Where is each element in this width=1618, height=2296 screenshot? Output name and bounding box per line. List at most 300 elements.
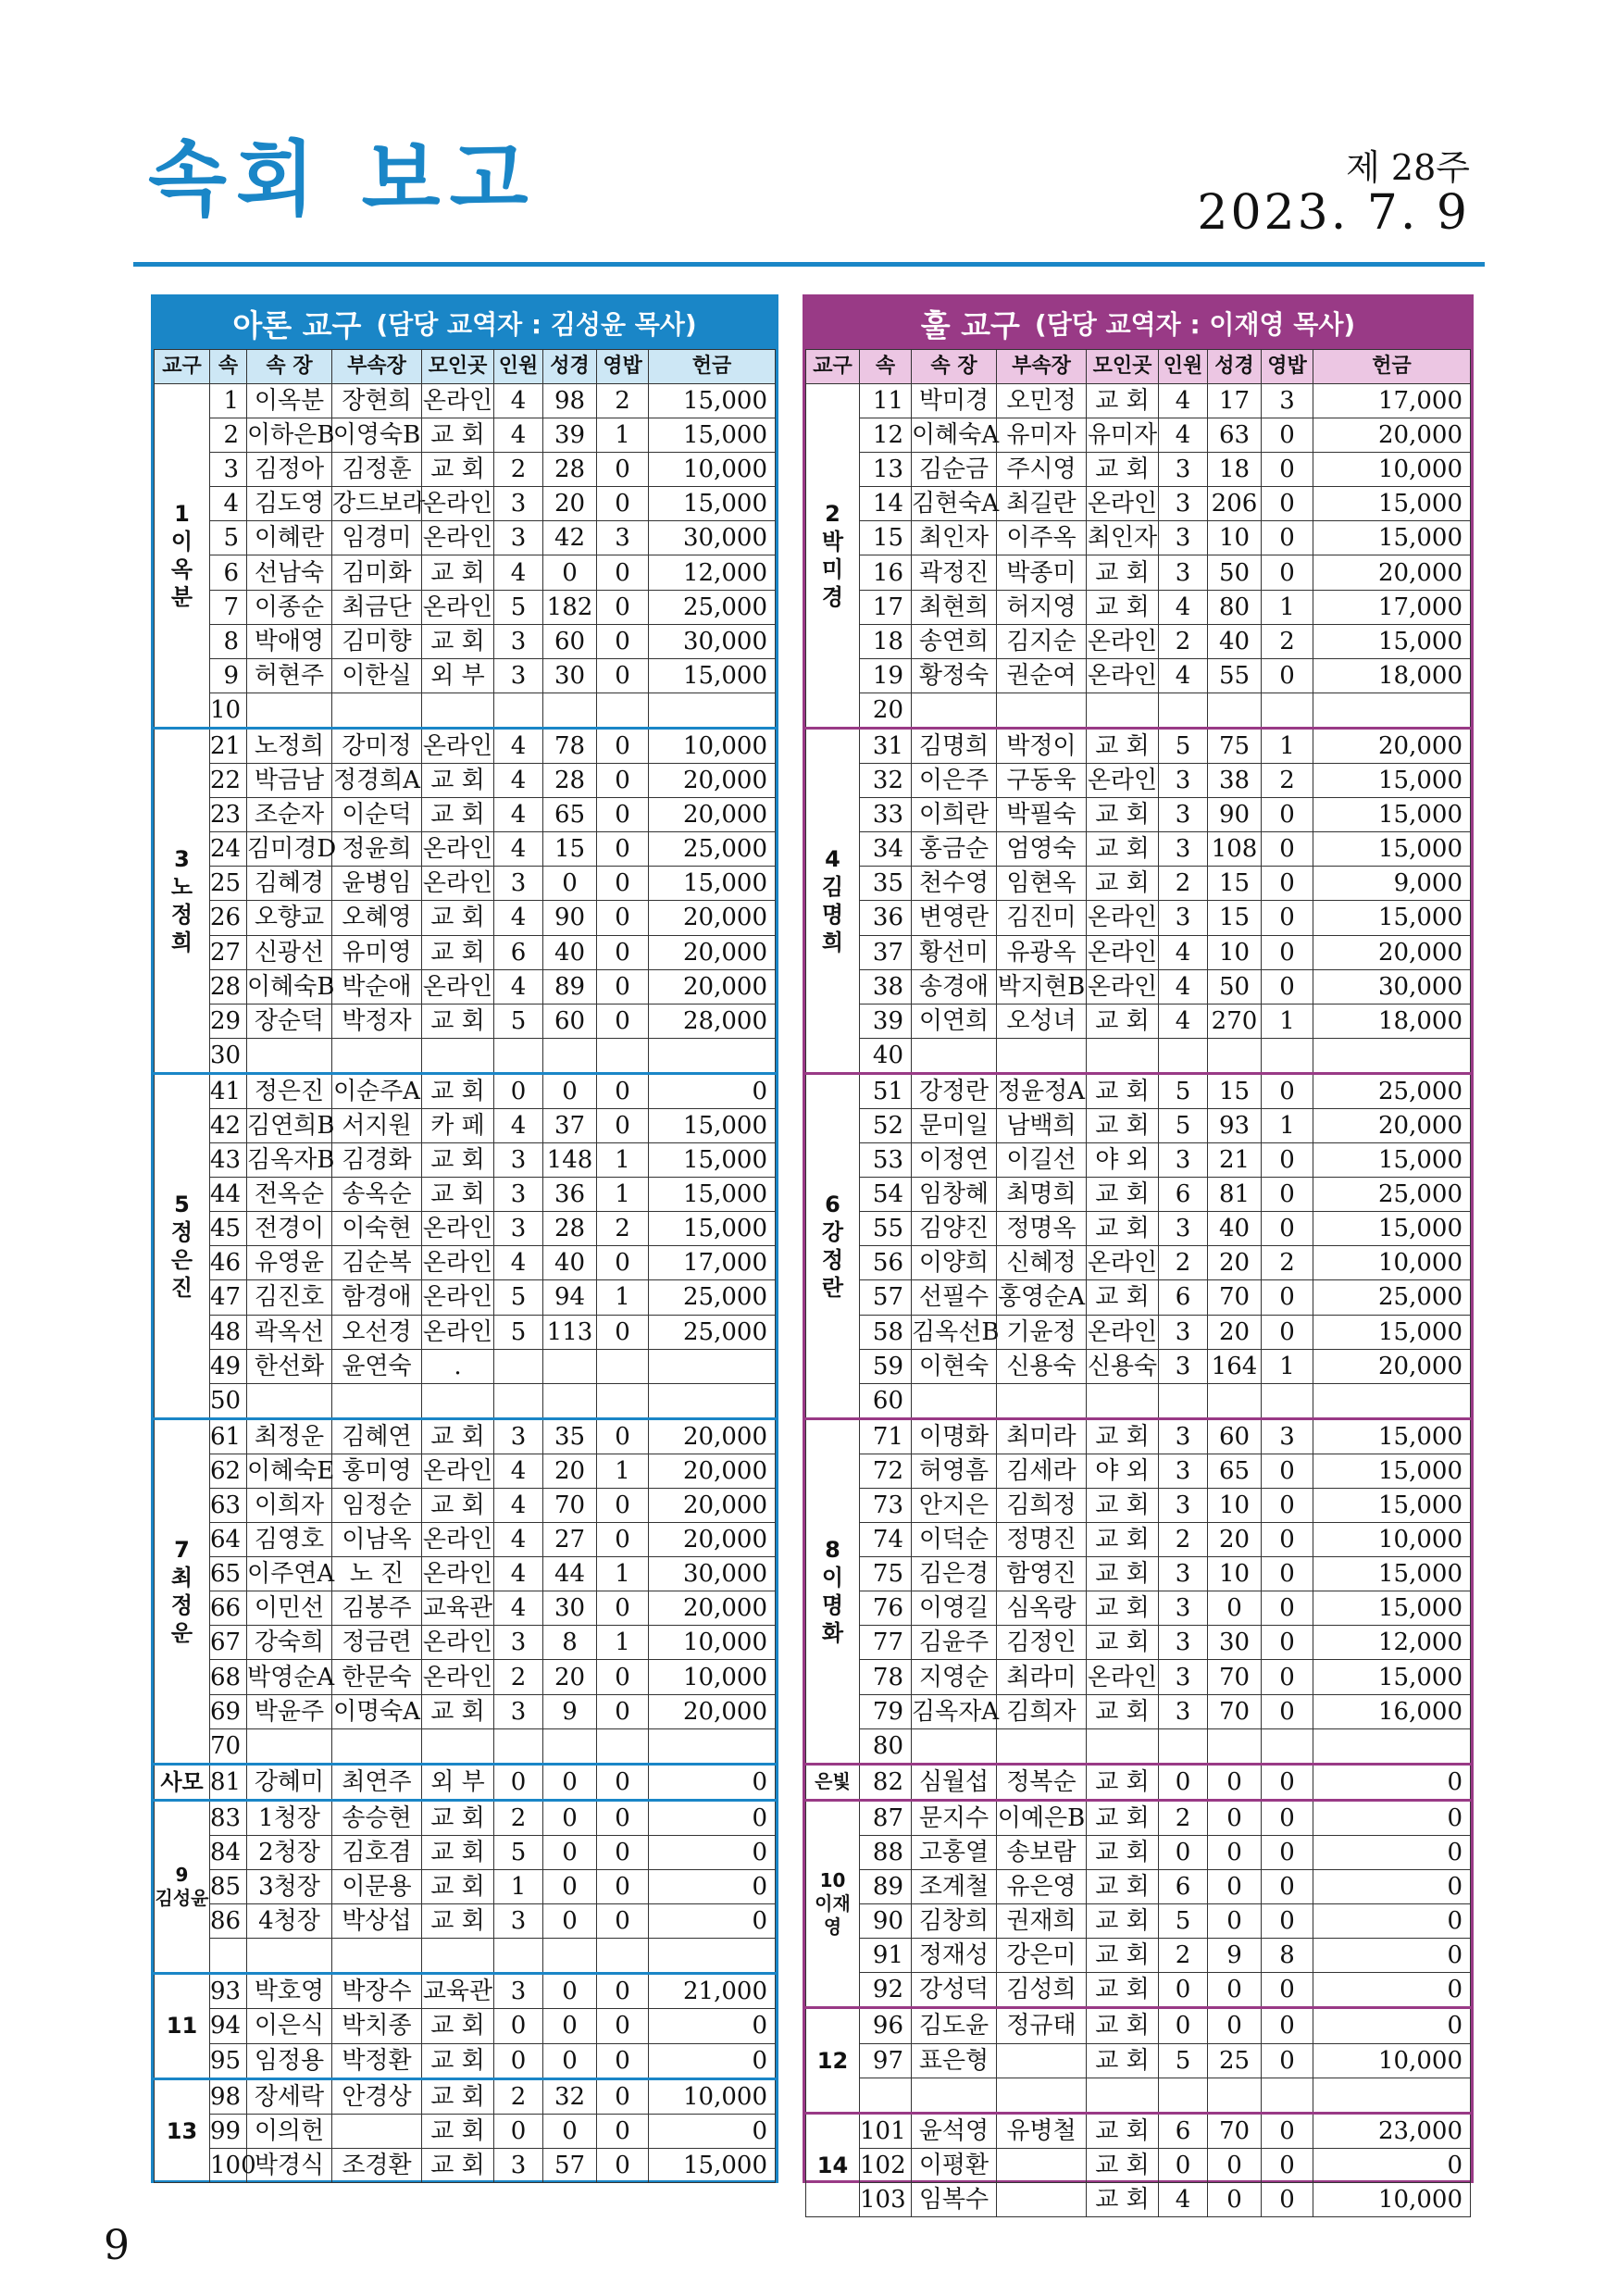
attendance: 0 bbox=[494, 2114, 543, 2148]
bible-count: 0 bbox=[543, 2009, 597, 2043]
cell-leader: 지영순 bbox=[912, 1660, 997, 1694]
offering-amount: 0 bbox=[649, 1870, 776, 1904]
bible-count: 0 bbox=[543, 1904, 597, 1939]
tithe-count: 1 bbox=[597, 1454, 649, 1488]
cell-number: 66 bbox=[210, 1591, 247, 1626]
attendance: 6 bbox=[1159, 1870, 1208, 1904]
offering-amount: 20,000 bbox=[649, 1523, 776, 1557]
attendance: 3 bbox=[494, 624, 543, 658]
cell-subleader bbox=[332, 1038, 422, 1073]
cell-leader: 김영호 bbox=[247, 1523, 332, 1557]
cell-leader: 장세락 bbox=[247, 2078, 332, 2114]
table-row bbox=[806, 418, 1471, 453]
offering-amount bbox=[1313, 2078, 1471, 2113]
district-group-label bbox=[806, 1800, 860, 2008]
attendance: 3 bbox=[1159, 1143, 1208, 1178]
cell-subleader bbox=[332, 2114, 422, 2148]
attendance: 3 bbox=[1159, 1349, 1208, 1383]
offering-amount bbox=[649, 693, 776, 728]
bible-count: 0 bbox=[1208, 1764, 1262, 1800]
table-row bbox=[806, 1383, 1471, 1418]
cell-number: 81 bbox=[210, 1764, 247, 1800]
bible-count: 0 bbox=[1208, 2008, 1262, 2043]
tithe-count: 0 bbox=[1262, 1489, 1313, 1523]
cell-number: 44 bbox=[210, 1178, 247, 1212]
attendance: 0 bbox=[1159, 2008, 1208, 2043]
page-title: 속회 보고 bbox=[148, 131, 538, 227]
bible-count: 0 bbox=[543, 1764, 597, 1800]
cell-number: 64 bbox=[210, 1523, 247, 1557]
tithe-count: 0 bbox=[597, 1315, 649, 1349]
tithe-count: 0 bbox=[1262, 867, 1313, 901]
cell-leader: 안지은 bbox=[912, 1489, 997, 1523]
bible-count bbox=[1208, 1038, 1262, 1073]
table-row bbox=[155, 521, 776, 555]
district-group-label bbox=[155, 728, 210, 1073]
meeting-place: 온라인 bbox=[422, 1212, 494, 1246]
meeting-place: 교 회 bbox=[422, 1904, 494, 1939]
tithe-count: 0 bbox=[597, 1870, 649, 1904]
attendance: 4 bbox=[494, 969, 543, 1004]
bible-count: 37 bbox=[543, 1108, 597, 1142]
cell-leader: 이의헌 bbox=[247, 2114, 332, 2148]
group-label-line: 김 bbox=[821, 873, 844, 900]
cell-leader: 표은형 bbox=[912, 2043, 997, 2078]
group-label-line: 운 bbox=[170, 1619, 193, 1646]
district-group-label bbox=[155, 1073, 210, 1418]
district-pastor: (담당 교역자 : 이재영 목사) bbox=[1034, 309, 1356, 340]
offering-amount: 20,000 bbox=[649, 1489, 776, 1523]
cell-subleader: 노 진 bbox=[332, 1557, 422, 1591]
tithe-count: 0 bbox=[597, 624, 649, 658]
offering-amount: 15,000 bbox=[1313, 624, 1471, 658]
meeting-place: 교 회 bbox=[1087, 2148, 1159, 2182]
attendance: 0 bbox=[1159, 1973, 1208, 2008]
group-label-line: 옥 bbox=[170, 555, 193, 582]
cell-leader: 황선미 bbox=[912, 935, 997, 969]
tithe-count: 0 bbox=[1262, 1870, 1313, 1904]
table-row bbox=[155, 969, 776, 1004]
tithe-count: 0 bbox=[597, 1974, 649, 2009]
cell-subleader: 이문용 bbox=[332, 1870, 422, 1904]
tithe-count bbox=[1262, 1038, 1313, 1073]
cell-number: 55 bbox=[860, 1212, 912, 1246]
group-label-line: 5 bbox=[174, 1191, 190, 1217]
meeting-place bbox=[422, 1383, 494, 1418]
cell-number: 48 bbox=[210, 1315, 247, 1349]
cell-number: 60 bbox=[860, 1383, 912, 1418]
table-row bbox=[155, 1315, 776, 1349]
tithe-count bbox=[1262, 1728, 1313, 1764]
cell-subleader: 이순덕 bbox=[332, 798, 422, 832]
cell-subleader: 송옥순 bbox=[332, 1178, 422, 1212]
tithe-count: 0 bbox=[597, 1073, 649, 1108]
bible-count: 60 bbox=[1208, 1418, 1262, 1454]
offering-amount: 18,000 bbox=[1313, 1004, 1471, 1038]
attendance: 3 bbox=[494, 1418, 543, 1454]
cell-leader: 허영흠 bbox=[912, 1454, 997, 1488]
cell-number: 75 bbox=[860, 1557, 912, 1591]
cell-number: 20 bbox=[860, 693, 912, 728]
cell-leader: 이양희 bbox=[912, 1246, 997, 1280]
tithe-count: 2 bbox=[597, 384, 649, 418]
meeting-place: 교 회 bbox=[422, 901, 494, 935]
attendance: 4 bbox=[494, 384, 543, 418]
cell-subleader bbox=[997, 1038, 1087, 1073]
cell-subleader bbox=[997, 2148, 1087, 2182]
cell-subleader bbox=[997, 2043, 1087, 2078]
district-group-label bbox=[806, 1073, 860, 1418]
cell-number: 16 bbox=[860, 555, 912, 590]
tithe-count: 0 bbox=[1262, 521, 1313, 555]
cell-subleader: 강미정 bbox=[332, 728, 422, 763]
bible-count bbox=[1208, 1728, 1262, 1764]
tithe-count: 0 bbox=[597, 1591, 649, 1626]
meeting-place: 온라인 bbox=[422, 969, 494, 1004]
table-row bbox=[806, 693, 1471, 728]
bible-count: 93 bbox=[1208, 1108, 1262, 1142]
cell-subleader: 오성녀 bbox=[997, 1004, 1087, 1038]
cell-subleader: 송승현 bbox=[332, 1800, 422, 1835]
offering-amount: 0 bbox=[649, 1835, 776, 1869]
cell-subleader: 유광옥 bbox=[997, 935, 1087, 969]
tithe-count bbox=[597, 1728, 649, 1764]
bible-count: 70 bbox=[1208, 2113, 1262, 2148]
tithe-count bbox=[597, 1383, 649, 1418]
cell-subleader: 김진미 bbox=[997, 901, 1087, 935]
offering-amount: 20,000 bbox=[1313, 728, 1471, 763]
bible-count: 10 bbox=[1208, 935, 1262, 969]
group-label-line: 정 bbox=[170, 1218, 193, 1245]
table-row bbox=[155, 1728, 776, 1764]
cell-leader bbox=[912, 2078, 997, 2113]
offering-amount: 15,000 bbox=[1313, 1557, 1471, 1591]
cell-subleader: 최라미 bbox=[997, 1660, 1087, 1694]
cell-number: 87 bbox=[860, 1800, 912, 1835]
bible-count: 20 bbox=[543, 1660, 597, 1694]
table-header-row bbox=[155, 350, 776, 384]
cell-number: 88 bbox=[860, 1835, 912, 1869]
tithe-count: 0 bbox=[1262, 658, 1313, 693]
cell-leader: 이평환 bbox=[912, 2148, 997, 2182]
cell-leader: 김미경D bbox=[247, 832, 332, 867]
tithe-count: 0 bbox=[597, 1108, 649, 1142]
group-label-line: 8 bbox=[825, 1536, 840, 1563]
offering-amount: 20,000 bbox=[649, 1418, 776, 1454]
attendance: 3 bbox=[494, 487, 543, 521]
offering-amount: 10,000 bbox=[649, 453, 776, 487]
table-row bbox=[155, 1178, 776, 1212]
week-label: 제 28주 bbox=[1346, 147, 1470, 188]
meeting-place: 교 회 bbox=[422, 1800, 494, 1835]
cell-leader: 이정연 bbox=[912, 1143, 997, 1178]
cell-number: 3 bbox=[210, 453, 247, 487]
cell-subleader: 구동욱 bbox=[997, 764, 1087, 798]
table-row bbox=[806, 2113, 1471, 2148]
bible-count: 70 bbox=[1208, 1694, 1262, 1728]
meeting-place: 온라인 bbox=[1087, 901, 1159, 935]
header-leader-col: 속 장 bbox=[247, 350, 332, 384]
district-group-label bbox=[806, 728, 860, 1073]
cell-number: 86 bbox=[210, 1904, 247, 1939]
group-label-line: 이재영 bbox=[815, 1892, 851, 1939]
table-row bbox=[806, 1212, 1471, 1246]
meeting-place: 카 페 bbox=[422, 1108, 494, 1142]
meeting-place: 교 회 bbox=[1087, 1626, 1159, 1660]
attendance: 3 bbox=[1159, 764, 1208, 798]
meeting-place: 교 회 bbox=[422, 453, 494, 487]
bible-count: 81 bbox=[1208, 1178, 1262, 1212]
tithe-count: 0 bbox=[597, 555, 649, 590]
table-row bbox=[806, 590, 1471, 624]
meeting-place: 교 회 bbox=[1087, 1073, 1159, 1108]
cell-subleader bbox=[997, 1383, 1087, 1418]
group-label-line: 사모 bbox=[160, 1768, 204, 1795]
cell-number: 45 bbox=[210, 1212, 247, 1246]
bible-count: 0 bbox=[543, 1073, 597, 1108]
offering-amount: 15,000 bbox=[1313, 764, 1471, 798]
cell-subleader: 김세라 bbox=[997, 1454, 1087, 1488]
header-bible-col: 성경 bbox=[1208, 350, 1262, 384]
tithe-count: 0 bbox=[597, 1835, 649, 1869]
cell-subleader: 강은미 bbox=[997, 1939, 1087, 1973]
meeting-place: 교육관 bbox=[422, 1591, 494, 1626]
bible-count: 20 bbox=[543, 1454, 597, 1488]
table-row bbox=[155, 2009, 776, 2043]
bible-count: 182 bbox=[543, 590, 597, 624]
cell-subleader: 엄영숙 bbox=[997, 832, 1087, 867]
cell-subleader: 최미라 bbox=[997, 1418, 1087, 1454]
cell-number: 7 bbox=[210, 590, 247, 624]
cell-subleader: 김정인 bbox=[997, 1626, 1087, 1660]
group-label-line: 경 bbox=[821, 583, 844, 610]
cell-number: 61 bbox=[210, 1418, 247, 1454]
cell-leader: 강숙희 bbox=[247, 1626, 332, 1660]
cell-subleader: 최연주 bbox=[332, 1764, 422, 1800]
meeting-place: 온라인 bbox=[422, 867, 494, 901]
tithe-count: 0 bbox=[597, 764, 649, 798]
tithe-count: 3 bbox=[1262, 384, 1313, 418]
offering-amount: 30,000 bbox=[649, 624, 776, 658]
offering-amount: 0 bbox=[1313, 2008, 1471, 2043]
tithe-count: 0 bbox=[1262, 935, 1313, 969]
cell-leader: 강성덕 bbox=[912, 1973, 997, 2008]
group-label-line: 최 bbox=[170, 1564, 193, 1591]
offering-amount: 15,000 bbox=[649, 384, 776, 418]
meeting-place: 교 회 bbox=[1087, 798, 1159, 832]
attendance: 3 bbox=[1159, 1454, 1208, 1488]
cell-number: 10 bbox=[210, 693, 247, 728]
table-row bbox=[806, 798, 1471, 832]
table-row bbox=[155, 1246, 776, 1280]
attendance: 4 bbox=[1159, 418, 1208, 453]
cell-leader bbox=[247, 1038, 332, 1073]
bible-count: 36 bbox=[543, 1178, 597, 1212]
cell-subleader: 이숙현 bbox=[332, 1212, 422, 1246]
cell-subleader: 이명숙A bbox=[332, 1694, 422, 1728]
cell-subleader: 최금단 bbox=[332, 590, 422, 624]
table-row bbox=[155, 2078, 776, 2114]
bible-count: 30 bbox=[1208, 1626, 1262, 1660]
cell-subleader: 유미영 bbox=[332, 935, 422, 969]
bible-count: 30 bbox=[543, 658, 597, 693]
cell-leader: 김순금 bbox=[912, 453, 997, 487]
cell-leader: 변영란 bbox=[912, 901, 997, 935]
bible-count: 28 bbox=[543, 453, 597, 487]
cell-subleader: 남백희 bbox=[997, 1108, 1087, 1142]
cell-number: 80 bbox=[860, 1728, 912, 1764]
tithe-count: 0 bbox=[597, 1904, 649, 1939]
offering-amount: 25,000 bbox=[649, 590, 776, 624]
attendance: 4 bbox=[1159, 935, 1208, 969]
tithe-count: 0 bbox=[597, 969, 649, 1004]
cell-number: 74 bbox=[860, 1523, 912, 1557]
cell-leader: 문미일 bbox=[912, 1108, 997, 1142]
tithe-count: 2 bbox=[1262, 1246, 1313, 1280]
meeting-place: 교 회 bbox=[1087, 1212, 1159, 1246]
attendance bbox=[1159, 693, 1208, 728]
table-row bbox=[806, 1246, 1471, 1280]
cell-leader: 박애영 bbox=[247, 624, 332, 658]
cell-number: 43 bbox=[210, 1143, 247, 1178]
meeting-place: 교 회 bbox=[1087, 1800, 1159, 1835]
table-row bbox=[806, 1835, 1471, 1869]
attendance: 3 bbox=[1159, 1315, 1208, 1349]
attendance: 3 bbox=[494, 2148, 543, 2182]
cell-subleader bbox=[332, 1728, 422, 1764]
table-row bbox=[155, 384, 776, 418]
cell-subleader: 박순애 bbox=[332, 969, 422, 1004]
cell-number: 41 bbox=[210, 1073, 247, 1108]
offering-amount: 15,000 bbox=[649, 2148, 776, 2182]
cell-subleader: 박장수 bbox=[332, 1974, 422, 2009]
cell-number: 98 bbox=[210, 2078, 247, 2114]
cell-number: 42 bbox=[210, 1108, 247, 1142]
group-label-line: 진 bbox=[170, 1274, 193, 1301]
offering-amount: 0 bbox=[1313, 1764, 1471, 1800]
bible-count: 39 bbox=[543, 418, 597, 453]
cell-subleader bbox=[332, 693, 422, 728]
cell-subleader: 최길란 bbox=[997, 487, 1087, 521]
meeting-place: 교 회 bbox=[1087, 555, 1159, 590]
bible-count bbox=[543, 693, 597, 728]
bible-count: 80 bbox=[1208, 590, 1262, 624]
cell-subleader: 김지순 bbox=[997, 624, 1087, 658]
cell-subleader: 정금련 bbox=[332, 1626, 422, 1660]
offering-amount: 15,000 bbox=[649, 418, 776, 453]
cell-subleader: 이주옥 bbox=[997, 521, 1087, 555]
table-row bbox=[806, 1178, 1471, 1212]
bible-count bbox=[543, 1349, 597, 1383]
cell-number: 12 bbox=[860, 418, 912, 453]
offering-amount: 15,000 bbox=[649, 658, 776, 693]
cell-subleader: 이남옥 bbox=[332, 1523, 422, 1557]
tithe-count: 0 bbox=[1262, 2043, 1313, 2078]
tithe-count: 0 bbox=[1262, 1973, 1313, 2008]
cell-subleader: 서지원 bbox=[332, 1108, 422, 1142]
offering-amount: 15,000 bbox=[649, 867, 776, 901]
cell-number: 32 bbox=[860, 764, 912, 798]
table-row bbox=[155, 1694, 776, 1728]
cell-number: 34 bbox=[860, 832, 912, 867]
cell-number: 24 bbox=[210, 832, 247, 867]
meeting-place: 교 회 bbox=[422, 624, 494, 658]
table-row bbox=[155, 935, 776, 969]
attendance: 0 bbox=[494, 2009, 543, 2043]
meeting-place: 온라인 bbox=[1087, 969, 1159, 1004]
cell-subleader: 홍영순A bbox=[997, 1280, 1087, 1315]
tithe-count: 0 bbox=[1262, 1904, 1313, 1939]
tithe-count: 0 bbox=[1262, 453, 1313, 487]
cell-number: 30 bbox=[210, 1038, 247, 1073]
attendance: 3 bbox=[1159, 1694, 1208, 1728]
meeting-place: 교 회 bbox=[1087, 1280, 1159, 1315]
offering-amount: 25,000 bbox=[1313, 1280, 1471, 1315]
table-row bbox=[806, 521, 1471, 555]
offering-amount bbox=[649, 1383, 776, 1418]
bible-count: 90 bbox=[1208, 798, 1262, 832]
group-label-line: 정 bbox=[821, 1246, 844, 1273]
cell-leader: 김명희 bbox=[912, 728, 997, 763]
cell-number: 76 bbox=[860, 1591, 912, 1626]
offering-amount: 0 bbox=[649, 2043, 776, 2078]
offering-amount: 0 bbox=[649, 1764, 776, 1800]
group-label-line: 명 bbox=[821, 1591, 844, 1618]
table-row bbox=[155, 1349, 776, 1383]
offering-amount: 30,000 bbox=[649, 521, 776, 555]
cell-subleader: 김성희 bbox=[997, 1973, 1087, 2008]
bible-count: 30 bbox=[543, 1591, 597, 1626]
attendance: 3 bbox=[1159, 1591, 1208, 1626]
cell-number: 33 bbox=[860, 798, 912, 832]
table-row bbox=[155, 658, 776, 693]
cell-number: 69 bbox=[210, 1694, 247, 1728]
table-row bbox=[806, 2043, 1471, 2078]
cell-number: 50 bbox=[210, 1383, 247, 1418]
attendance: 0 bbox=[494, 1073, 543, 1108]
tithe-count: 0 bbox=[597, 1246, 649, 1280]
offering-amount: 10,000 bbox=[649, 1660, 776, 1694]
offering-amount: 16,000 bbox=[1313, 1694, 1471, 1728]
offering-amount: 10,000 bbox=[1313, 2182, 1471, 2216]
bible-count: 20 bbox=[1208, 1523, 1262, 1557]
header-offering-col: 헌금 bbox=[1313, 350, 1471, 384]
cell-subleader: 김혜연 bbox=[332, 1418, 422, 1454]
meeting-place: 온라인 bbox=[1087, 1315, 1159, 1349]
table-row bbox=[806, 1418, 1471, 1454]
cell-leader: 이혜숙A bbox=[912, 418, 997, 453]
table-row bbox=[806, 832, 1471, 867]
cell-leader: 이종순 bbox=[247, 590, 332, 624]
attendance: 4 bbox=[494, 1108, 543, 1142]
bible-count: 15 bbox=[1208, 901, 1262, 935]
cell-subleader: 이길선 bbox=[997, 1143, 1087, 1178]
bible-count: 55 bbox=[1208, 658, 1262, 693]
offering-amount: 0 bbox=[649, 1904, 776, 1939]
meeting-place: 교 회 bbox=[1087, 1523, 1159, 1557]
attendance: 5 bbox=[1159, 2043, 1208, 2078]
bible-count bbox=[543, 1383, 597, 1418]
meeting-place: 온라인 bbox=[422, 1557, 494, 1591]
header-place-col: 모인곳 bbox=[1087, 350, 1159, 384]
cell-number: 84 bbox=[210, 1835, 247, 1869]
meeting-place: 온라인 bbox=[422, 487, 494, 521]
group-label-line: 김성윤 bbox=[155, 1887, 209, 1910]
attendance: 3 bbox=[494, 521, 543, 555]
cell-number: 17 bbox=[860, 590, 912, 624]
district-group-label bbox=[155, 1974, 210, 2078]
cell-subleader: 김정훈 bbox=[332, 453, 422, 487]
